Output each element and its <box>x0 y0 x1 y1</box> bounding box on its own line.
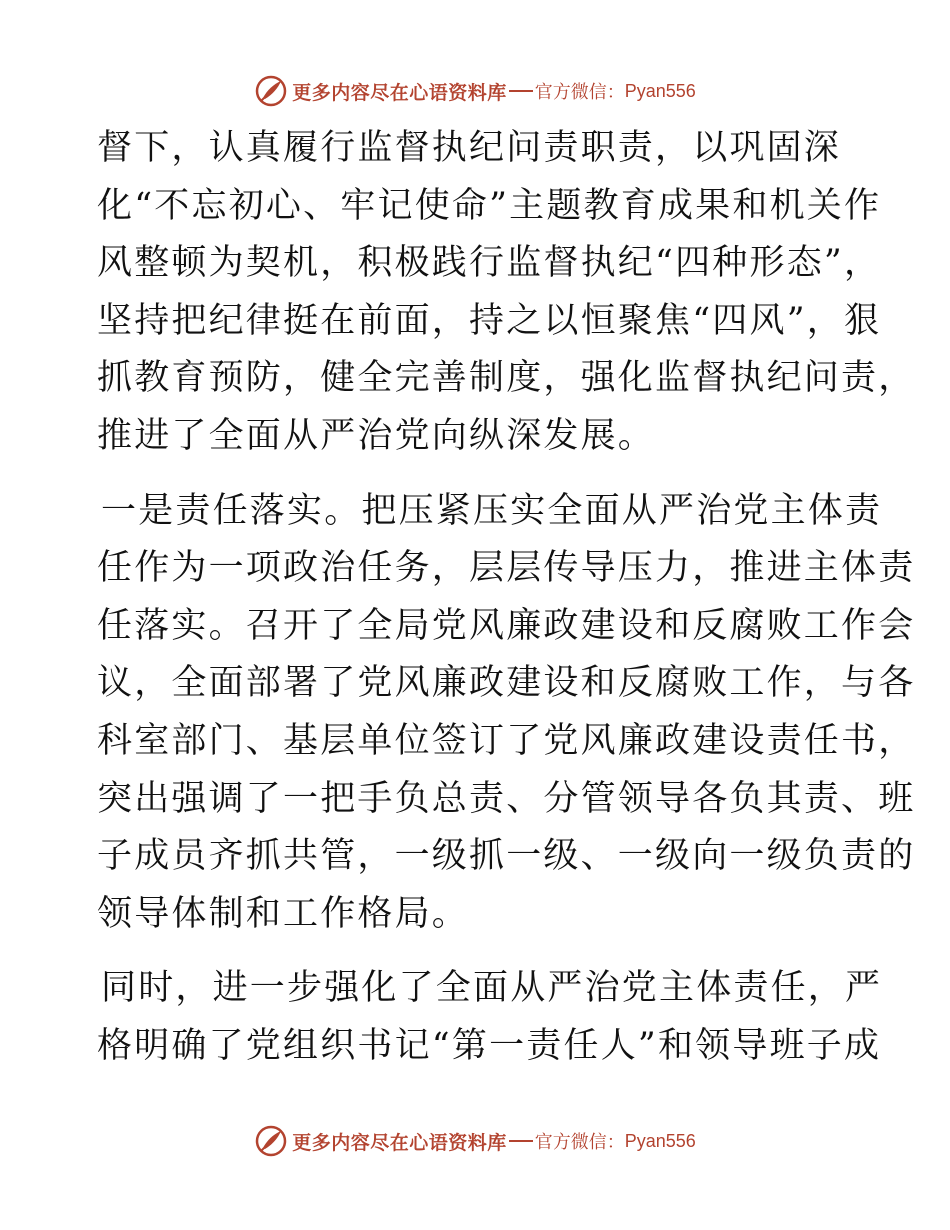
watermark-separator <box>509 1140 533 1142</box>
text-line: 领导体制和工作格局。 <box>97 893 470 934</box>
watermark-separator <box>509 90 533 92</box>
text-line: 突出强调了一把手负总责、分管领导各负其责、班 <box>97 778 916 819</box>
text-line: 任作为一项政治任务，层层传导压力，推进主体责 <box>97 548 916 589</box>
text-line: 坚持把纪律挺在前面，持之以恒聚焦“四风”，狠 <box>97 300 882 341</box>
text-line: 化“不忘初心、牢记使命”主题教育成果和机关作 <box>97 185 882 226</box>
quill-pen-icon <box>254 1124 288 1158</box>
watermark-subtitle: 官方微信： <box>534 1132 625 1153</box>
watermark-brand: 更多内容尽在心语资料库 <box>292 81 507 104</box>
paragraph-3 <box>97 960 883 1075</box>
paragraph-2 <box>97 483 916 944</box>
text-line: 任落实。召开了全局党风廉政建设和反腐败工作会 <box>97 605 916 646</box>
text-line: 格明确了党组织书记“第一责任人”和领导班子成 <box>97 1025 882 1066</box>
text-line: 一是责任落实。把压紧压实全面从严治党主体责 <box>101 490 883 531</box>
text-line: 议，全面部署了党风廉政建设和反腐败工作，与各 <box>97 663 916 704</box>
watermark-wechat-id: Pyan556 <box>624 80 696 101</box>
paragraph-1 <box>97 120 916 466</box>
watermark-subtitle: 官方微信： <box>534 82 625 103</box>
text-line: 子成员齐抓共管，一级抓一级、一级向一级负责的 <box>97 836 916 877</box>
header-watermark <box>0 71 950 111</box>
document-body <box>97 120 916 1076</box>
text-line: 督下，认真履行监督执纪问责职责，以巩固深 <box>97 128 842 168</box>
text-line: 风整顿为契机，积极践行监督执纪“四种形态”， <box>97 243 882 284</box>
text-line: 科室部门、基层单位签订了党风廉政建设责任书， <box>97 720 916 761</box>
watermark-brand: 更多内容尽在心语资料库 <box>292 1131 507 1154</box>
text-line: 抓教育预防，健全完善制度，强化监督执纪问责， <box>97 358 916 399</box>
footer-watermark <box>0 1121 950 1161</box>
quill-pen-icon <box>254 74 288 108</box>
text-line: 推进了全面从严治党向纵深发展。 <box>97 415 656 456</box>
watermark-wechat-id: Pyan556 <box>624 1130 696 1151</box>
text-line: 同时，进一步强化了全面从严治党主体责任，严 <box>101 968 883 1009</box>
